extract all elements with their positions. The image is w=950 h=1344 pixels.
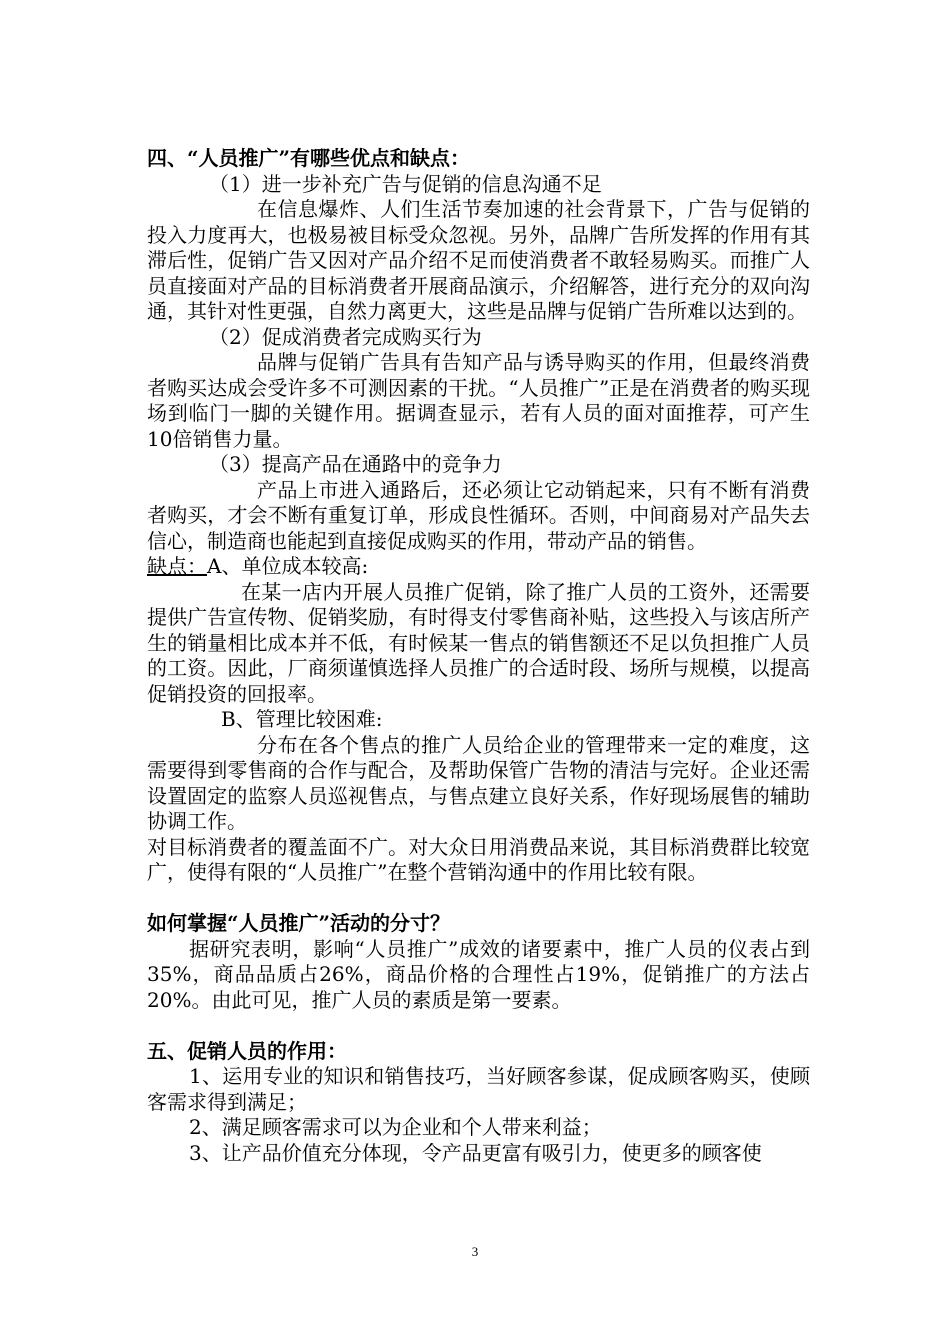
disadvantage-b-heading: B、管理比较困难: [221,707,383,731]
section-5-title: 五、促销人员的作用： [147,1038,347,1063]
advantage-2-heading: （2）促成消费者完成购买行为 [209,324,482,349]
document-page [147,146,810,1166]
advantage-3-body: 产品上市进入通路后，还必须让它动销起来，只有不断有消费者购买，才会不断有重复订单，形成良性循环。否则，中间商易对产品失去信心，制造商也能起到直接促成购买的作用，带动产品的销售。 [147,477,810,553]
grasp-title: 如何掌握“人员推广”活动的分寸？ [147,911,451,935]
spacer [147,886,810,912]
advantage-1-body: 在信息爆炸、人们生活节奏加速的社会背景下，广告与促销的投入力度再大，也极易被目标受众忽视。另外，品牌广告所发挥的作用有其滞后性，促销广告又因对产品介绍不足而使消费者不敢轻易购买。而推广人员直接面对产品的目标消费者开展商品演示，介绍解答，进行充分的双向沟通，其针对性更强，自然力离更大，这些是品牌与促销广告所难以达到的。 [147,197,810,323]
advantage-3-heading: （3）提高产品在通路中的竞争力 [209,452,502,476]
disadvantage-b-body: 分布在各个售点的推广人员给企业的管理带来一定的难度，这需要得到零售商的合作与配合，及帮助保管广告物的清洁与完好。企业还需设置固定的监察人员巡视售点，与售点建立良好关系，作好现场展售的辅助协调工作。 [147,732,810,833]
grasp-body: 据研究表明，影响“人员推广”成效的诸要素中，推广人员的仪表占到35%，商品品质占26%，商品价格的合理性占19%，促销推广的方法占20%。由此可见，推广人员的素质是第一要素。 [147,936,810,1012]
role-item-1: 1、运用专业的知识和销售技巧，当好顾客参谋，促成顾客购买，使顾客需求得到满足； [147,1064,810,1114]
advantage-1-heading: （1）进一步补充广告与促销的信息沟通不足 [209,171,602,196]
disadvantage-a-heading: A、单位成本较高: [207,554,369,578]
spacer [147,1013,810,1039]
section-4-title: 四、“人员推广”有哪些优点和缺点： [147,146,471,170]
disadvantage-a-body: 在某一店内开展人员推广促销，除了推广人员的工资外，还需要提供广告宣传物、促销奖励，有时得支付零售商补贴，这些投入与该店所产生的销量相比成本并不低，有时候某一售点的销售额还不足以负担推广人员的工资。因此，厂商须谨慎选择人员推广的合适时段、场所与规模，以提高促销投资的回报率。 [147,579,810,706]
disadvantage-a-line [147,554,810,580]
page-number: 3 [471,1244,479,1259]
coverage-note: 对目标消费者的覆盖面不广。对大众日用消费品来说，其目标消费群比较宽广，使得有限的“人员推广”在整个营销沟通中的作用比较有限。 [147,834,810,884]
role-item-2: 2、满足顾客需求可以为企业和个人带来利益； [189,1115,602,1139]
advantage-2-body: 品牌与促销广告具有告知产品与诱导购买的作用，但最终消费者购买达成会受许多不可测因素的干扰。“人员推广”正是在消费者的购买现场到临门一脚的关键作用。据调查显示，若有人员的面对面推荐，可产生10倍销售力量。 [147,350,810,451]
disadvantages-label: 缺点： [147,554,207,578]
role-item-3: 3、让产品价值充分体现，令产品更富有吸引力，使更多的顾客使 [189,1140,762,1165]
